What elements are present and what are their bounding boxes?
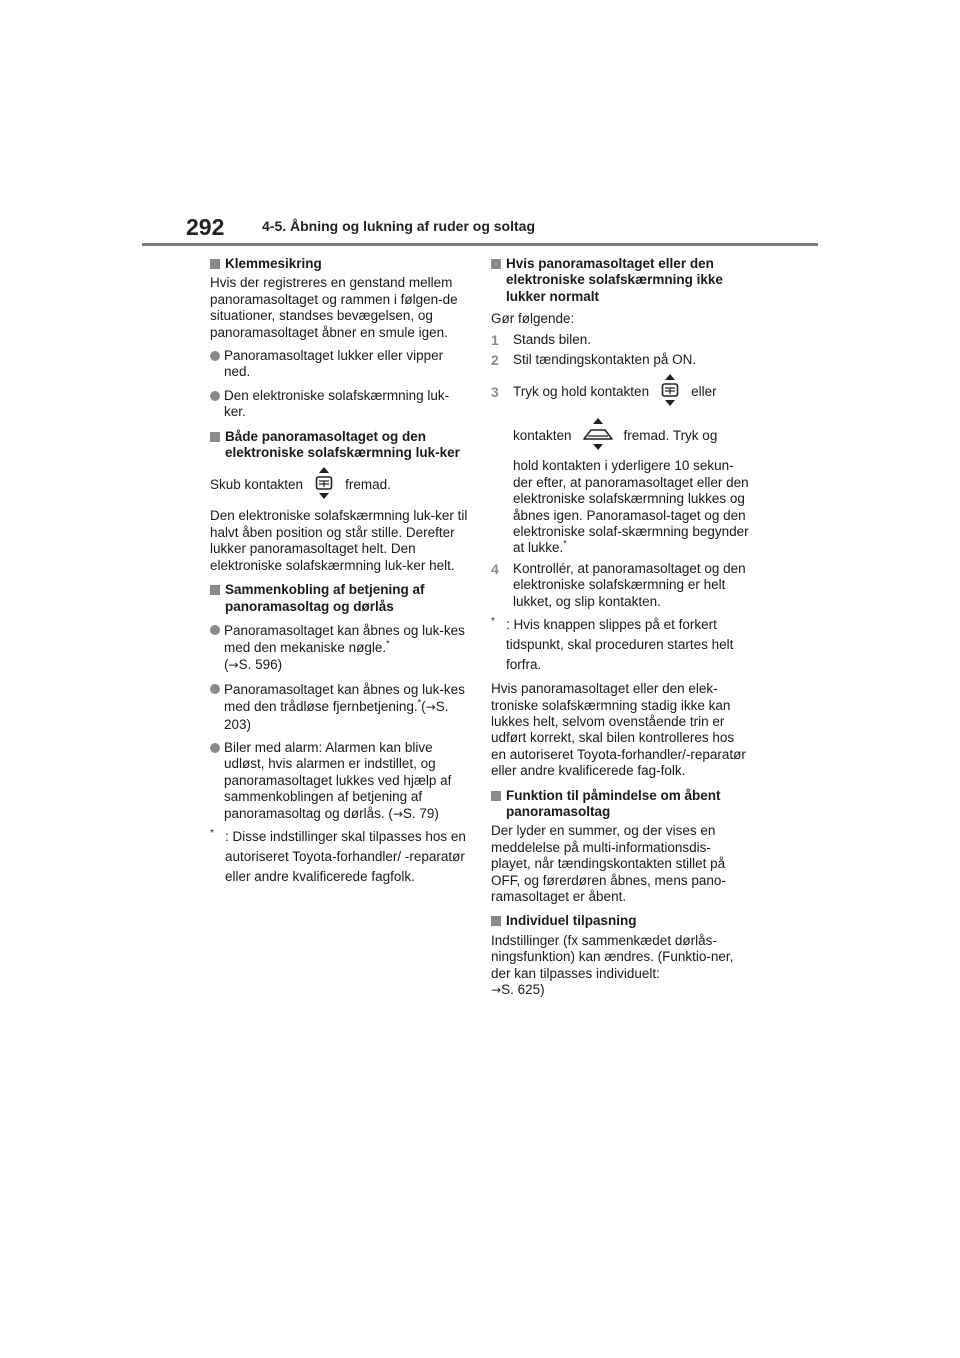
- paragraph: Hvis der registreres en genstand mellem panoramasoltaget og rammen i følgen-de situationer, standses bevægelsen, og panoramasoltaget åbner en smule igen.: [210, 275, 458, 340]
- instruction-text: Skub kontakten: [210, 477, 304, 493]
- step-item: 4 Kontrollér, at panoramasoltaget og den elektroniske solafskærmning er helt lukket, og slip kontakten.: [491, 560, 746, 609]
- sunroof-switch-icon: [660, 373, 680, 411]
- step-item: 1 Stands bilen.: [491, 331, 592, 348]
- paragraph: Indstillinger (fx sammenkædet dørlås-ningsfunktion) kan ændres. (Funktio-ner, der kan tilpasses individuelt: →S. 625): [491, 932, 734, 997]
- footnote: * : Hvis knappen slippes på et forkert tidspunkt, skal proceduren startes helt forfra.: [491, 616, 734, 673]
- chapter-title: 4-5. Åbning og lukning af ruder og soltag: [262, 218, 535, 234]
- reference-arrow-icon: →: [425, 699, 436, 714]
- left-column: [210, 256, 468, 887]
- footnote: * : Disse indstillinger skal tilpasses hos en autoriseret Toyota-forhandler/ -reparatør eller andre kvalificerede fagfolk.: [210, 827, 466, 884]
- right-column: [491, 256, 749, 998]
- bullet-item: Biler med alarm: Alarmen kan blive udløst, hvis alarmen er indstillet, og panoramasoltaget lukkes ved hjælp af sammenkoblingen af betjening af panoramasoltag og dørlås. (→S. 79): [210, 740, 468, 822]
- bullet-item: Panoramasoltaget lukker eller vipper ned.: [210, 348, 468, 381]
- reference-arrow-icon: →: [228, 657, 239, 672]
- section-heading: Individuel tilpasning: [491, 913, 749, 929]
- header-divider: [142, 243, 818, 246]
- bullet-item: Panoramasoltaget kan åbnes og luk-kes med den mekaniske nøgle.* (→S. 596): [210, 622, 468, 674]
- paragraph: Den elektroniske solafskærmning luk-ker til halvt åben position og står stille. Derefter lukker panoramasoltaget helt. Den elektroniske solafskærmning luk-ker helt.: [210, 508, 468, 573]
- step-item: 3 Tryk og hold kontakten eller kontakten fremad. Tryk og hold kontakten i yderligere 10 sekun-der efter, at panoramasoltaget eller den elektroniske solafskærmning lukkes og åbnes igen. Panoramasol-taget og den elektroniske solaf-skærmning begynder at lukke.*: [491, 372, 749, 556]
- bullet-item: Den elektroniske solafskærmning luk-ker.: [210, 388, 468, 421]
- section-heading: Sammenkobling af betjening af panoramasoltag og dørlås: [210, 582, 468, 615]
- paragraph: Der lyder en summer, og der vises en meddelelse på multi-informationsdis-playet, når tændingskontakten stillet på OFF, og førerdøren åbnes, mens pano-ramasoltaget er åbent.: [491, 823, 726, 904]
- reference-arrow-icon: →: [392, 806, 403, 821]
- sunroof-switch-icon: [314, 466, 334, 504]
- paragraph: Hvis panoramasoltaget eller den elek-troniske solafskærmning stadig ikke kan lukkes helt, selvom ovenstående trin er udført korrekt, skal bilen kontrolleres hos en autoriseret Toyota-forhandler/-reparatør eller andre kvalificerede fag-folk.: [491, 681, 746, 779]
- section-heading: Funktion til påmindelse om åbent panoramasoltag: [491, 788, 749, 821]
- section-heading: Både panoramasoltaget og den elektroniske solafskærmning luk-ker: [210, 429, 468, 462]
- section-heading: Hvis panoramasoltaget eller den elektroniske solafskærmning ikke lukker normalt: [491, 256, 749, 305]
- bullet-item: Panoramasoltaget kan åbnes og luk-kes med den trådløse fjernbetjening.*(→S. 203): [210, 681, 468, 733]
- reference-arrow-icon: →: [491, 983, 502, 997]
- sunshade-switch-icon: [580, 417, 616, 455]
- section-heading: Klemmesikring: [210, 256, 468, 272]
- switch-instruction: [210, 465, 468, 505]
- step-item: 2 Stil tændingskontakten på ON.: [491, 352, 697, 369]
- instruction-text: fremad.: [345, 477, 391, 493]
- page-number: 292: [186, 214, 225, 240]
- paragraph: Gør følgende:: [491, 311, 575, 327]
